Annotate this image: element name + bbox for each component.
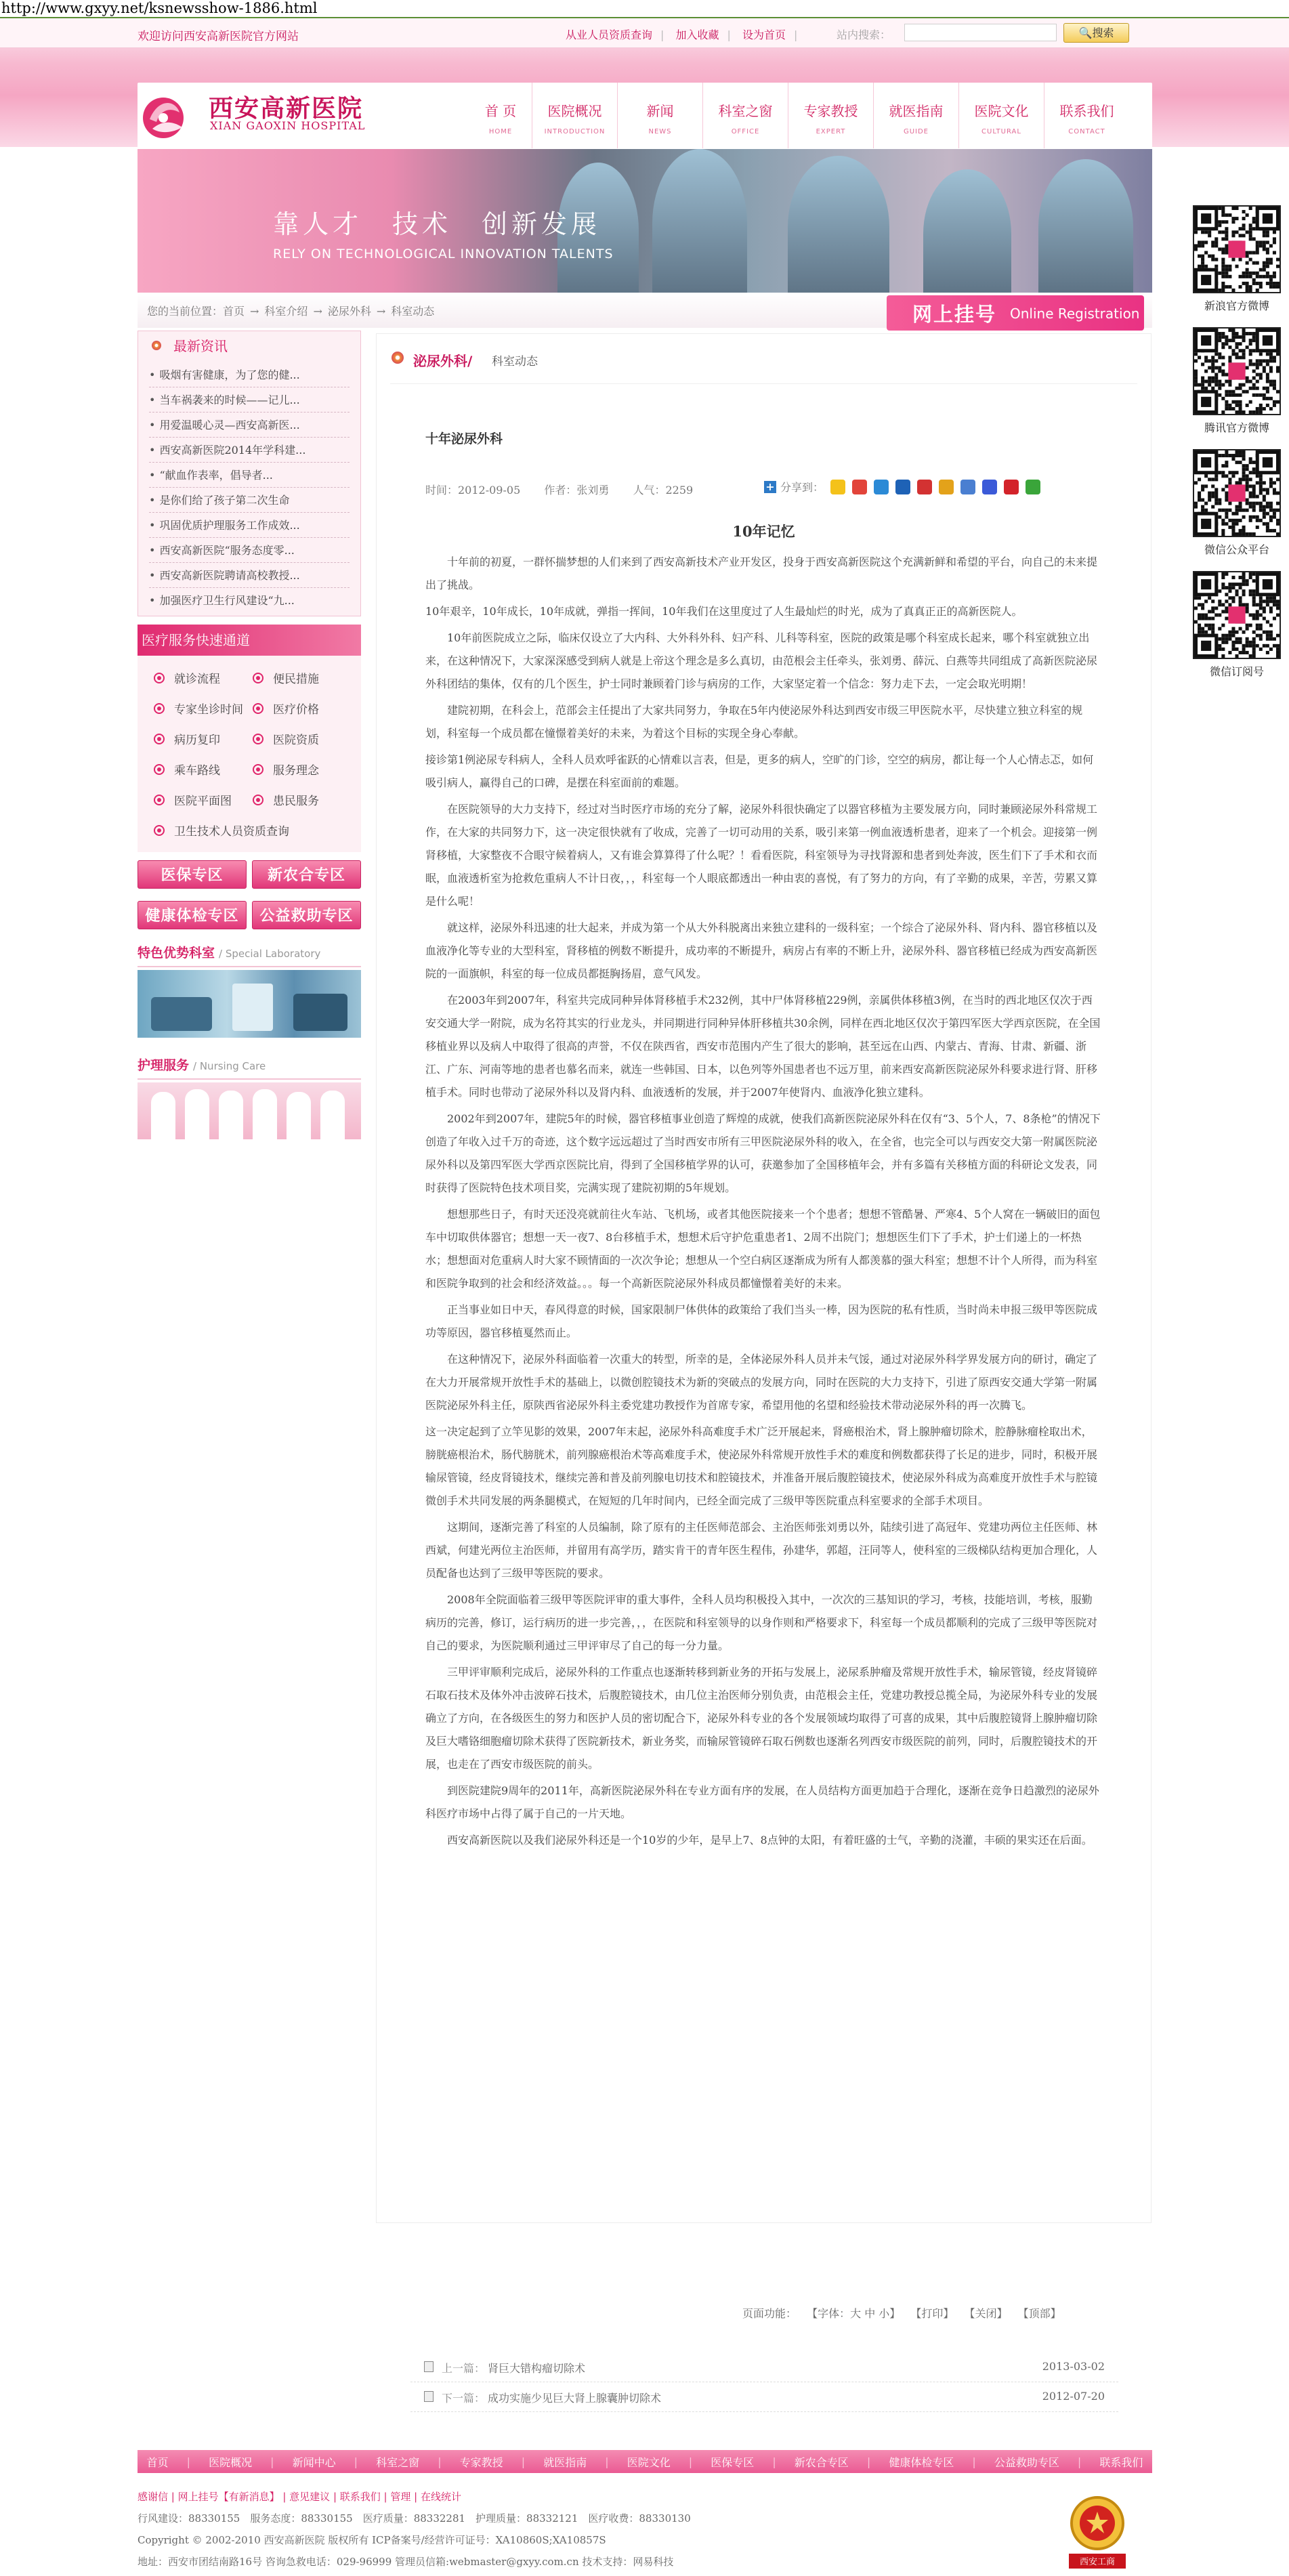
share-plus-icon[interactable]: + xyxy=(764,481,776,493)
service-label: 专家坐诊时间 xyxy=(174,703,243,717)
nurse-figure xyxy=(320,1091,345,1139)
nav-sublabel: EXPERT xyxy=(816,128,846,135)
bullet-icon xyxy=(152,341,161,350)
footer-nav-item[interactable]: 新农合专区 xyxy=(794,2455,849,2469)
article-heading: 10年记忆 xyxy=(732,523,795,540)
services-grid xyxy=(138,656,361,852)
next-title[interactable]: 成功实施少见巨大肾上腺囊肿切除术 xyxy=(488,2392,662,2405)
latest-news-title xyxy=(138,331,360,361)
equipment-shape xyxy=(232,984,273,1031)
footer-nav-item[interactable]: 联系我们 xyxy=(1099,2455,1143,2469)
article-paragraph: 建院初期，在科会上，范部会主任提出了大家共同努力，争取在5年内使泌尿外科达到西安市级三甲医院水平，尽快建立独立科室的规划，科室每一个成员都在憧憬着美好的未来，为着这个目标的实现全身心奉献。 xyxy=(425,704,1083,740)
prev-label: 上一篇： xyxy=(442,2362,486,2375)
nav-news[interactable] xyxy=(617,83,702,148)
font-size-tool[interactable]: 【字体：大 中 小】 xyxy=(807,2307,901,2320)
news-item[interactable]: • 用爱温暖心灵—西安高新医... xyxy=(149,413,350,438)
separator: | xyxy=(1077,2455,1082,2468)
separator: | xyxy=(688,2455,693,2468)
service-label: 乘车路线 xyxy=(174,764,220,778)
services-row xyxy=(154,815,352,845)
netease-share-icon[interactable] xyxy=(1004,480,1019,494)
bullet-icon xyxy=(392,352,404,364)
article-title: 十年泌尿外科 xyxy=(425,431,503,446)
service-bullet-icon xyxy=(154,795,165,805)
news-item[interactable]: • 是你们给了孩子第二次生命 xyxy=(149,488,350,513)
service-label: 便民措施 xyxy=(273,673,319,686)
nursing-care-heading: 护理服务 xyxy=(138,1058,190,1073)
email-share-icon[interactable] xyxy=(960,480,975,494)
service-bullet-icon xyxy=(253,673,263,683)
sidebar xyxy=(138,331,361,1156)
nav-expert[interactable] xyxy=(788,83,873,148)
service-label: 就诊流程 xyxy=(174,673,220,686)
separator: | xyxy=(772,2455,776,2468)
nav-sublabel: CONTACT xyxy=(1068,128,1105,135)
print-button[interactable]: 【打印】 xyxy=(910,2307,954,2320)
services-row xyxy=(154,723,352,754)
tencent-weibo-share-icon[interactable] xyxy=(874,480,889,494)
footer-nav-item[interactable]: 新闻中心 xyxy=(292,2455,336,2469)
weibo-share-icon[interactable] xyxy=(852,480,867,494)
kaixin-share-icon[interactable] xyxy=(917,480,932,494)
banner-photo-figure xyxy=(923,169,1011,293)
qr-tencent-weibo[interactable] xyxy=(1193,327,1281,435)
service-link[interactable] xyxy=(154,791,253,808)
footer-nav-item[interactable]: 医院概况 xyxy=(209,2455,253,2469)
service-bullet-icon xyxy=(154,764,165,775)
nursing-care-subheading: / Nursing Care xyxy=(193,1060,266,1072)
services-box xyxy=(138,625,361,852)
latest-news-box xyxy=(138,331,361,616)
nav-cultural[interactable] xyxy=(958,83,1044,148)
special-departments-subheading: / Special Laboratory xyxy=(219,948,321,960)
article-paragraph: 2002年到2007年，建院5年的时候，器官移植事业创造了辉煌的成就，使我们高新医院泌尿外科在仅有“3、5个人，7、8条枪”的情况下创造了年收入过千万的奇迹，这个数字远远超过了当时西安市所有三甲医院泌尿外科的收入，在全省，也完全可以与西安交大第一附属医院泌尿外科以及第四军医大学西京医院比肩，得到了全国移植学界的认可，获邀参加了全国移植年会，并有多篇有关移植方面的科研论文发表，同时获得了医院特色技术项目奖，完满实现了建院初期的5年规划。 xyxy=(425,1112,1101,1194)
qr-sina-weibo[interactable] xyxy=(1193,205,1281,313)
article-paragraph: 10年前医院成立之际，临床仅设立了大内科、大外科外科、妇产科、儿科等科室，医院的政策是哪个科室成长起来，哪个科室就独立出来，在这种情况下，大家深深感受到病人就是上帝这个理念是多么真切，由范根会主任牵头，张刘勇、薛沅、白燕等共同组成了高新医院泌尿外科团结的集体，仅有的几个医生，护士同时兼顾着门诊与病房的工作，大家坚定着一个信念：努力走下去，一定会取光明期！ xyxy=(425,631,1098,690)
service-bullet-icon xyxy=(154,673,165,683)
search-input[interactable] xyxy=(904,24,1057,41)
news-item[interactable]: • 西安高新医院2014年学科建... xyxy=(149,438,350,463)
rural-cooperative-button[interactable]: 新农合专区 xyxy=(252,860,361,889)
nav-label: 首 页 xyxy=(484,103,517,119)
nav-sublabel: GUIDE xyxy=(903,128,929,135)
share-bar xyxy=(764,479,1040,494)
qr-wechat-platform[interactable] xyxy=(1193,449,1281,557)
nav-label: 专家教授 xyxy=(803,103,858,119)
separator: | xyxy=(354,2455,358,2468)
nurse-figure xyxy=(151,1092,175,1139)
promo-row xyxy=(138,901,361,929)
nav-sublabel: HOME xyxy=(488,128,513,135)
top-bar xyxy=(0,18,1289,48)
logo-cn: 西安高新医院 xyxy=(209,94,364,123)
logo[interactable] xyxy=(138,83,368,148)
article-paragraph: 想想那些日子，有时天还没亮就前往火车站、飞机场，或者其他医院接来一个个患者；想想不管酷暑、严寒4、5个人窝在一辆破旧的面包车中切取供体器官；想想一天一夜7、8台移植手术，想想术后守护危重患者1、2周不出院门；想想医生们下了手术，护士们递上的一杯热水；想想面对危重病人时大家不顾情面的一次次争论；想想从一个空白病区逐渐成为所有人都羡慕的强大科室；想想不计个人所得，而为科室和医院争取到的社会和经济效益。。。每一个高新医院泌尿外科成员都憧憬着美好的未来。 xyxy=(425,1208,1101,1290)
article-paragraph: 10年艰辛，10年成长，10年成就，弹指一挥间，10年我们在这里度过了人生最灿烂的时光，成为了真真正正的高新医院人。 xyxy=(425,605,1023,618)
nav-contact[interactable] xyxy=(1044,83,1129,148)
services-row xyxy=(154,754,352,784)
add-favorite-link[interactable]: 加入收藏 xyxy=(675,28,719,41)
service-label: 患民服务 xyxy=(273,795,319,808)
article-paragraph: 西安高新医院以及我们泌尿外科还是一个10岁的少年，是早上7、8点钟的太阳，有着旺盛的士气，辛勤的浇灌，丰硕的果实还在后面。 xyxy=(447,1834,1093,1846)
article-paragraph: 在医院领导的大力支持下，经过对当时医疗市场的充分了解，泌尿外科很快确定了以器官移植为主要发展方向，同时兼顾泌尿外科常规工作，在大家的共同努力下，这一决定很快就有了收成，完善了一切可动用的关系，吸引来第一例血液透析患者，迎来了一个机会。迎接第一例肾移植，大家整夜不合眼守候着病人，又有谁会算算得了什么呢？！看看医院，科室领导为寻找肾源和患者到处奔波，医生们下了手术和衣而眠，血液透析室为抢救危重病人不计日夜，，，科室每一个人眼底都透出一种由衷的喜悦，有了努力的方向，有了辛勤的成果，辛苦，劳累又算是什么呢！ xyxy=(425,803,1098,908)
service-bullet-icon xyxy=(154,734,165,744)
service-label: 医院平面图 xyxy=(174,795,232,808)
nav-label: 医院文化 xyxy=(974,103,1029,119)
nurse-figure xyxy=(253,1089,277,1139)
article-category-bar xyxy=(390,334,1137,384)
prev-next xyxy=(410,2352,1118,2412)
search-button[interactable] xyxy=(1063,23,1129,43)
logo-icon xyxy=(138,92,192,140)
nav-introduction[interactable] xyxy=(532,83,617,148)
nav-office[interactable] xyxy=(702,83,788,148)
article-paragraph: 到医院建院9周年的2011年，高新医院泌尿外科在专业方面有序的发展，在人员结构方面更加趋于合理化，逐渐在竞争日趋激烈的泌尿外科医疗市场中占得了属于自己的一片天地。 xyxy=(425,1784,1099,1820)
logo-en: XIAN GAOXIN HOSPITAL xyxy=(210,119,366,132)
clover-share-icon[interactable] xyxy=(1026,480,1040,494)
business-license-badge-icon[interactable] xyxy=(1063,2493,1131,2571)
footer-nav xyxy=(138,2450,1152,2473)
separator: | xyxy=(521,2455,526,2468)
prev-title[interactable]: 肾巨大错构瘤切除术 xyxy=(488,2362,586,2375)
banner-photo-figure xyxy=(652,149,747,293)
article-paragraph: 接诊第1例泌尿专科病人，全科人员欢呼雀跃的心情难以言表，但是，更多的病人，空旷的门诊，空空的病房，都让每一个人心情忐忑，如何吸引病人，赢得自己的口碑，是摆在科室面前的难题。 xyxy=(425,753,1094,789)
search-icon: 🔍 xyxy=(1078,26,1093,39)
service-link[interactable] xyxy=(253,669,352,686)
promo-row xyxy=(138,860,361,889)
banner-subtitle: RELY ON TECHNOLOGICAL INNOVATION TALENTS xyxy=(273,247,614,261)
service-link[interactable] xyxy=(253,761,352,778)
service-label: 医院资质 xyxy=(273,734,319,747)
health-checkup-button[interactable]: 健康体检专区 xyxy=(138,901,247,929)
footer-phones: 行风建设：88330155 服务态度：88330155 医疗质量：88332281 护理质量：88332121 医疗收费：88330130 xyxy=(138,2512,691,2525)
main-nav xyxy=(138,83,1152,148)
equipment-shape xyxy=(293,994,347,1031)
service-label: 卫生技术人员资质查询 xyxy=(174,825,289,839)
baidu-share-icon[interactable] xyxy=(982,480,997,494)
services-row xyxy=(154,662,352,693)
special-departments-image[interactable] xyxy=(138,970,361,1038)
breadcrumb-home[interactable]: 您的当前位置：首页 xyxy=(147,305,245,318)
nav-label: 新闻 xyxy=(646,103,674,119)
service-link[interactable] xyxy=(154,700,253,717)
separator: | xyxy=(438,2455,442,2468)
search-label: 站内搜索： xyxy=(837,28,891,41)
service-bullet-icon xyxy=(253,734,263,744)
back-to-top-button[interactable]: 【顶部】 xyxy=(1017,2307,1061,2320)
document-icon xyxy=(424,2361,434,2372)
footer-nav-item[interactable]: 专家教授 xyxy=(459,2455,503,2469)
footer-nav-item[interactable]: 就医指南 xyxy=(543,2455,587,2469)
next-label: 下一篇： xyxy=(442,2392,486,2405)
nursing-care-title xyxy=(138,1054,361,1080)
nurse-figure xyxy=(219,1091,243,1139)
service-bullet-icon xyxy=(154,825,165,836)
separator: | xyxy=(270,2455,274,2468)
service-link[interactable] xyxy=(154,822,343,839)
share-label: 分享到： xyxy=(780,481,824,494)
qr-label: 微信公众平台 xyxy=(1204,543,1269,556)
prev-date: 2013-03-02 xyxy=(1042,2360,1105,2373)
banner-photo-figure xyxy=(1038,159,1133,293)
article-time: 时间：2012-09-05 xyxy=(425,484,521,497)
article-paragraph: 正当事业如日中天，春风得意的时候，国家限制尸体供体的政策给了我们当头一棒，因为医院的私有性质，当时尚未申报三级甲等医院成功等原因，器官移植戛然而止。 xyxy=(425,1303,1098,1339)
breadcrumb-item[interactable]: 泌尿外科 xyxy=(327,305,371,318)
news-item[interactable]: • 吸烟有害健康，为了您的健... xyxy=(149,362,350,387)
separator: | xyxy=(794,28,798,41)
nav-label: 就医指南 xyxy=(889,103,944,119)
news-item[interactable]: • 巩固优质护理服务工作成效... xyxy=(149,513,350,538)
breadcrumb xyxy=(147,303,440,318)
separator: | xyxy=(866,2455,871,2468)
service-link[interactable] xyxy=(253,700,352,717)
separator: | xyxy=(186,2455,190,2468)
qr-code-icon xyxy=(1193,449,1281,537)
article-panel xyxy=(376,333,1151,2405)
nav-items xyxy=(469,83,1129,148)
news-list xyxy=(138,361,360,616)
nav-label: 联系我们 xyxy=(1059,103,1114,119)
footer-nav-item[interactable]: 首页 xyxy=(146,2455,169,2469)
news-item[interactable]: • “献血作表率，倡导者... xyxy=(149,463,350,488)
banner xyxy=(138,149,1152,293)
article-paragraph: 三甲评审顺利完成后，泌尿外科的工作重点也逐渐转移到新业务的开拓与发展上，泌尿系肿瘤及常规开放性手术，输尿管镜，经皮肾镜碎石取石技术及体外冲击波碎石技术，后腹腔镜技术，由几位主治医师分别负责，由范根会主任，党建功教授总揽全局，为泌尿外科专业的发展确立了方向，在各级医生的努力和医护人员的密切配合下，泌尿外科专业的各个发展领域均取得了可喜的成果，其中后腹腔镜肾上腺肿瘤切除及巨大嗜铬细胞瘤切除术获得了医院新技术，新业务奖，而输尿管镜碎石取石例数也逐渐名列西安市级医院的前列，同时，后腹腔镜技术的开展，也走在了西安市级医院的前头。 xyxy=(425,1666,1098,1771)
category-label[interactable]: 泌尿外科/ xyxy=(413,353,473,369)
breadcrumb-bar xyxy=(138,293,1152,328)
special-departments-title xyxy=(138,942,361,967)
breadcrumb-item[interactable]: 科室介绍 xyxy=(264,305,308,318)
medical-insurance-button[interactable]: 医保专区 xyxy=(138,860,247,889)
services-row xyxy=(154,784,352,815)
search-button-label: 搜索 xyxy=(1092,26,1114,39)
separator: | xyxy=(660,28,664,41)
address-bar[interactable]: http://www.gxyy.net/ksnewsshow-1886.html xyxy=(0,0,1289,18)
article-paragraph: 这期间，逐渐完善了科室的人员编制，除了原有的主任医师范部会、主治医师张刘勇以外，陆续引进了高冠年、党建功两位主任医师、林西斌，何建光两位主治医师，并留用有高学历，踏实肯干的青年医生程伟，孙建华，郭超，汪同等人，使科室的三级梯队结构更加合理化，人员配备也达到了三级甲等医院的要求。 xyxy=(425,1521,1098,1580)
prev-article[interactable] xyxy=(410,2352,1118,2382)
qr-code-icon xyxy=(1193,327,1281,415)
qr-label: 新浪官方微博 xyxy=(1204,299,1269,312)
nav-label: 医院概况 xyxy=(547,103,602,119)
qr-wechat-subscription[interactable] xyxy=(1193,571,1281,679)
qzone-share-icon[interactable] xyxy=(830,480,845,494)
service-link[interactable] xyxy=(154,761,253,778)
nav-guide[interactable] xyxy=(873,83,958,148)
article-author: 作者：张刘勇 xyxy=(544,484,610,497)
page-tools-label: 页面功能： xyxy=(742,2307,797,2320)
footer-nav-item[interactable]: 科室之窗 xyxy=(376,2455,420,2469)
service-link[interactable] xyxy=(253,730,352,747)
nursing-care-image[interactable] xyxy=(138,1082,361,1139)
set-homepage-link[interactable]: 设为首页 xyxy=(742,28,786,41)
breadcrumb-arrow: → xyxy=(250,305,259,318)
charity-aid-button[interactable]: 公益救助专区 xyxy=(252,901,361,929)
news-item[interactable]: • 加强医疗卫生行风建设“九... xyxy=(149,588,350,613)
news-item[interactable]: • 西安高新医院聘请高校教授... xyxy=(149,563,350,588)
nurse-figure xyxy=(287,1092,311,1139)
article-paragraph: 2008年全院面临着三级甲等医院评审的重大事件，全科人员均积极投入其中，一次次的三基知识的学习，考核，技能培训，考核，服勤病历的完善，修订，运行病历的进一步完善，，，在医院和科室领导的以身作则和严格要求下，科室每一个成员都顺利的完成了三级甲等医院对自己的要求，为医院顺利通过三甲评审尽了自己的每一分力量。 xyxy=(425,1593,1098,1652)
breadcrumb-arrow: → xyxy=(313,305,322,318)
article-paragraph: 这一决定起到了立竿见影的效果，2007年末起，泌尿外科高难度手术广泛开展起来，肾癌根治术，肾上腺肿瘤切除术，腔静脉瘤栓取出术，膀胱癌根治术，肠代膀胱术，前列腺癌根治术等高难度手术，使泌尿外科常规开放性手术的难度和例数都获得了长足的进步，同时，积极开展输尿管镜，经皮肾镜技术，继续完善和普及前列腺电切技术和腔镜技术，并准备开展后腹腔镜技术，使泌尿外科成为高难度开放性手术与腔镜微创手术共同发展的两条腿模式，在短短的几年时间内，已经全面完成了三级甲等医院重点科室要求的全部手术项目。 xyxy=(425,1425,1098,1507)
douban-share-icon[interactable] xyxy=(939,480,954,494)
footer-nav-item[interactable]: 公益救助专区 xyxy=(994,2455,1059,2469)
banner-photo-figure xyxy=(788,156,889,293)
footer-copyright: Copyright © 2002-2010 西安高新医院 版权所有 ICP备案号/经营许可证号：XA10860S;XA10857S xyxy=(138,2534,606,2546)
footer-nav-item[interactable]: 医保专区 xyxy=(711,2455,755,2469)
service-bullet-icon xyxy=(154,703,165,714)
services-row xyxy=(154,693,352,723)
news-item[interactable]: • 西安高新医院“服务态度零... xyxy=(149,538,350,563)
separator: | xyxy=(727,28,731,41)
service-label: 服务理念 xyxy=(273,764,319,778)
qr-code-icon xyxy=(1193,205,1281,293)
service-bullet-icon xyxy=(253,764,263,775)
page-tools xyxy=(742,2305,1068,2321)
article-meta xyxy=(425,482,713,497)
registration-label: 网上挂号 xyxy=(912,303,997,326)
footer-nav-item[interactable]: 健康体检专区 xyxy=(889,2455,954,2469)
service-bullet-icon xyxy=(253,795,263,805)
footer-nav-item[interactable]: 医院文化 xyxy=(627,2455,671,2469)
footer-links[interactable] xyxy=(138,2486,1152,2508)
separator: | xyxy=(972,2455,976,2468)
top-links xyxy=(566,26,805,42)
subcategory-label: 科室动态 xyxy=(492,355,538,368)
renren-share-icon[interactable] xyxy=(895,480,910,494)
online-registration-button[interactable] xyxy=(887,295,1144,331)
qr-label: 腾讯官方微博 xyxy=(1204,421,1269,434)
services-title: 医疗服务快速通道 xyxy=(138,625,361,656)
equipment-shape xyxy=(151,997,212,1031)
service-link[interactable] xyxy=(253,791,352,808)
nav-sublabel: OFFICE xyxy=(731,128,760,135)
document-icon xyxy=(424,2391,434,2402)
footer-links-text[interactable]: 感谢信 | 网上挂号【有新消息】 | 意见建议 | 联系我们 | 管理 | 在线统计 xyxy=(138,2491,461,2503)
separator: | xyxy=(605,2455,609,2468)
banner-slogan: 靠人才 技术 创新发展 xyxy=(273,209,601,239)
badge-text: 西安工商 xyxy=(1079,2557,1116,2567)
welcome-text: 欢迎访问西安高新医院官方网站 xyxy=(138,30,299,43)
nav-home[interactable] xyxy=(469,83,532,148)
qualification-link[interactable]: 从业人员资质查询 xyxy=(566,28,653,41)
service-label: 医疗价格 xyxy=(273,703,319,717)
breadcrumb-current[interactable]: 科室动态 xyxy=(391,305,435,318)
qr-code-icon xyxy=(1193,571,1281,659)
nav-sublabel: CULTURAL xyxy=(981,128,1021,135)
article-body xyxy=(425,551,1103,1855)
next-article[interactable] xyxy=(410,2382,1118,2412)
next-date: 2012-07-20 xyxy=(1042,2390,1105,2403)
footer-address: 地址：西安市团结南路16号 咨询急救电话：029-96999 管理员信箱:webmaster@gxyy.com.cn 技术支持：网易科技 xyxy=(138,2556,674,2568)
article-views: 人气：2259 xyxy=(633,484,694,497)
nav-sublabel: NEWS xyxy=(648,128,672,135)
qr-label: 微信订阅号 xyxy=(1209,665,1264,678)
nav-label: 科室之窗 xyxy=(718,103,773,119)
service-bullet-icon xyxy=(253,703,263,714)
article-paragraph: 在这种情况下，泌尿外科面临着一次重大的转型，所幸的是，全体泌尿外科人员并未气馁，通过对泌尿外科学界发展方向的研讨，确定了在大力开展常规开放性手术的基础上，以微创腔镜技术为新的突破点的发展方向，同时在医院的大力支持下，引进了原西安交通大学第一附属医院泌尿外科主任，原陕西省泌尿外科主委党建功教授作为首席专家，希望用他的名望和经验技术带动泌尿外科的再一次腾飞。 xyxy=(425,1353,1098,1412)
close-button[interactable]: 【关闭】 xyxy=(964,2307,1008,2320)
latest-news-heading: 最新资讯 xyxy=(173,338,228,354)
article-paragraph: 就这样，泌尿外科迅速的壮大起来，并成为第一个从大外科脱离出来独立建科的一级科室；一个综合了泌尿外科、肾内科、器官移植以及血液净化等专业的大型科室，肾移植的例数不断提升，成功率的不断提升，病房占有率的不断上升，泌尿外科、器官移植已经成为西安高新医院的一面旗帜，科室的每一位成员都挺胸扬眉，意气风发。 xyxy=(425,921,1098,980)
service-link[interactable] xyxy=(154,730,253,747)
special-departments-heading: 特色优势科室 xyxy=(138,946,215,960)
nav-sublabel: INTRODUCTION xyxy=(544,128,606,135)
nurse-figure xyxy=(185,1089,209,1139)
article-paragraph: 十年前的初夏，一群怀揣梦想的人们来到了西安高新技术产业开发区，投身于西安高新医院这个充满新鲜和希望的平台，向自己的未来提出了挑战。 xyxy=(425,555,1098,591)
news-item[interactable]: • 当车祸袭来的时候——记儿... xyxy=(149,387,350,413)
registration-sublabel: Online Registration xyxy=(1010,305,1140,322)
service-label: 病历复印 xyxy=(174,734,220,747)
article-paragraph: 在2003年到2007年，科室共完成同种异体肾移植手术232例，其中尸体肾移植229例，亲属供体移植3例，在当时的西北地区仅次于西安交通大学一附院，成为名符其实的行业龙头，并同期进行同种异体肝移植共30余例，同样在西北地区仅次于第四军医大学西京医院，在全国移植业界以及病人中取得了很高的声誉，不仅在陕西省，西安市范围内产生了很大的影响，甚至远在山西、内蒙古、青海、甘肃、新疆、浙江、广东、河南等地的患者也慕名而来，就连一些韩国、日本，以色列等外国患者也不远万里，前来西安高新医院泌尿外科要求进行肾、肝移植手术。同时也带动了泌尿外科以及肾内科、血液透析的发展，并于2007年使肾内、血液净化独立建科。 xyxy=(425,994,1101,1099)
service-link[interactable] xyxy=(154,669,253,686)
footer xyxy=(138,2486,1152,2573)
breadcrumb-arrow: → xyxy=(376,305,386,318)
